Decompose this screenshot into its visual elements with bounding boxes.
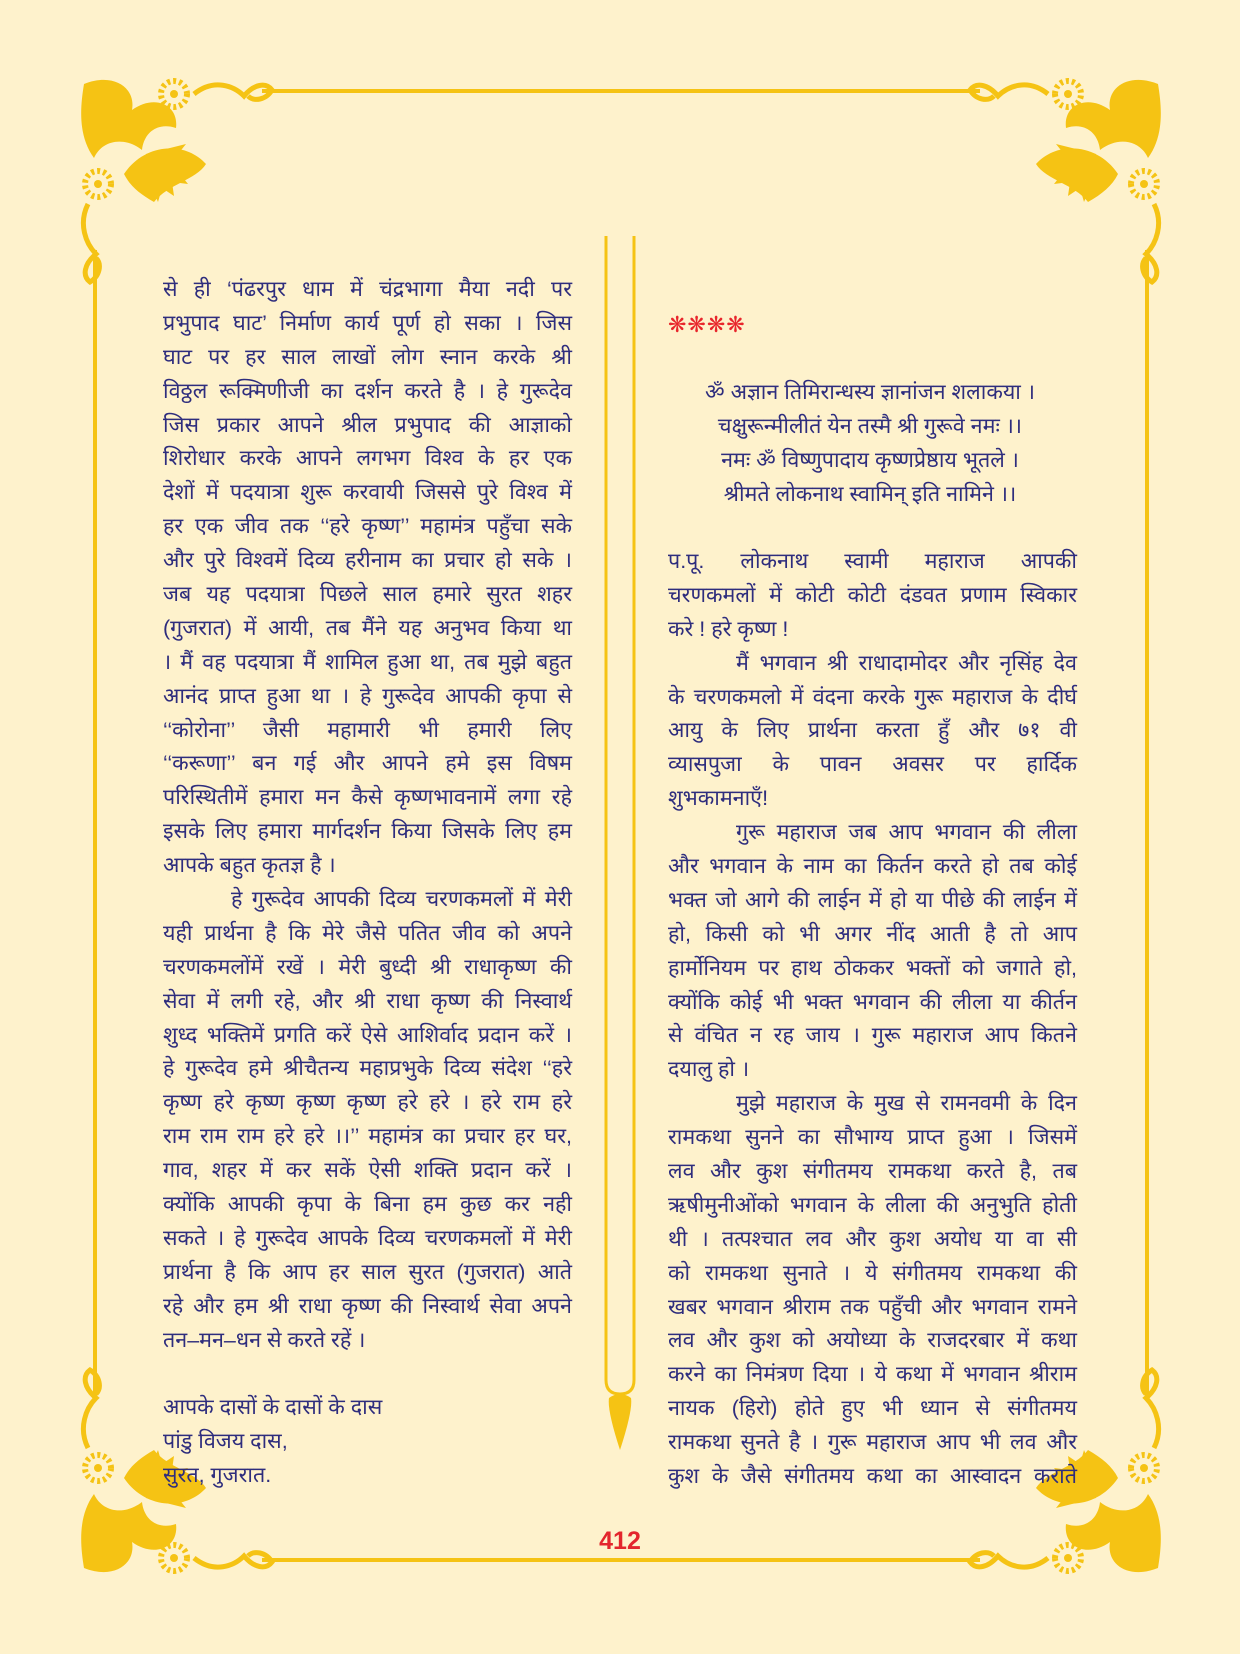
text-line: हे गुरूदेव आपकी दिव्य चरणकमलों में मेरी [231,887,572,912]
text-line: शुध्द भक्तिमें प्रगति करें ऐसे आशिर्वाद प्रदान करें । [163,1022,572,1047]
text-line: क्योंकि आपकी कृपा के बिना हम कुछ कर नही [163,1192,572,1217]
text-line: तन–मन–धन से करते रहें । [163,1327,366,1352]
corner-ornament-top-right [970,80,1161,282]
text-line: रामकथा सुनते है । गुरू महाराज आप भी लव और [668,1430,1077,1455]
text-line: हार्मोनियम पर हाथ ठोककर भक्तों को जगाते हो, [668,955,1077,980]
text-line: हो, किसी को भी अगर नींद आती है तो आप [668,921,1077,946]
text-line: शुभकामनाएँ! [668,786,769,811]
text-line: मुझे महाराज के मुख से रामनवमी के दिन [736,1091,1077,1116]
text-line: ऋषीमुनीओंको भगवान के लीला की अनुभुति होती [668,1192,1077,1217]
text-line: प्रार्थना है कि आप हर साल सुरत (गुजरात) आते [163,1259,572,1284]
corner-ornament-top-left [81,80,272,282]
text-line: । मैं वह पदयात्रा मैं शामिल हुआ था, तब मुझे बहुत [163,649,572,674]
shloka-line: चक्षुरून्मीलीतं येन तस्मै श्री गुरूवे नमः ।। [717,413,1023,438]
page-number: 412 [599,1527,641,1555]
text-line: मैं भगवान श्री राधादामोदर और नृसिंह देव [736,650,1077,675]
text-line: गुरू महाराज जब आप भगवान की लीला [736,820,1077,845]
signature-line: पांडु विजय दास, [163,1429,288,1454]
text-line: कुश के जैसे संगीतमय कथा का आस्वादन कराते [668,1464,1077,1489]
shloka-line: ॐ अज्ञान तिमिरान्धस्य ज्ञानांजन शलाकया । [704,380,1035,404]
text-line: आपके बहुत कृतज्ञ है । [163,853,336,878]
text-line: शिरोधार करके आपने लगभग विश्व के हर एक [163,446,572,471]
left-column-text [163,273,572,1493]
text-line: गाव, शहर में कर सकें ऐसी शक्ति प्रदान करें । [163,1158,572,1183]
text-line: नायक (हिरो) होते हुए भी ध्यान से संगीतमय [668,1396,1077,1421]
shloka-line: नमः ॐ विष्णुपादाय कृष्णप्रेष्ठाय भूतले । [721,447,1019,472]
text-line: हे गुरूदेव हमे श्रीचैतन्य महाप्रभुके दिव्य संदेश ‘‘हरे [163,1056,572,1081]
text-line: को रामकथा सुनाते । ये संगीतमय रामकथा की [668,1260,1077,1285]
text-line: करे ! हरे कृष्ण ! [668,616,789,641]
text-line: सकते । हे गुरूदेव आपके दिव्य चरणकमलों में मेरी [163,1225,572,1250]
right-column-text [668,545,1077,1494]
text-line: ‘‘कोरोना’’ जैसी महामारी भी हमारी लिए [163,717,572,742]
text-line: प.पू. लोकनाथ स्वामी महाराज आपकी [668,549,1077,573]
text-line: खबर भगवान श्रीराम तक पहुँची और भगवान रामने [668,1294,1077,1319]
text-line: करने का निमंत्रण दिया । ये कथा में भगवान श्रीराम [668,1362,1077,1387]
text-line: प्रभुपाद घाट’ निर्माण कार्य पूर्ण हो सका । जिस [163,310,572,335]
text-line: राम राम राम हरे हरे ।।’’ महामंत्र का प्रचार हर घर, [163,1124,572,1149]
text-line: के चरणकमलो में वंदना करके गुरू महाराज के दीर्घ [668,684,1077,709]
text-line: हर एक जीव तक ‘‘हरे कृष्ण’’ महामंत्र पहुँचा सके [163,514,572,539]
text-line: परिस्थितीमें हमारा मन कैसे कृष्णभावनामें लगा रहे [163,785,572,810]
text-line: घाट पर हर साल लाखों लोग स्नान करके श्री [163,344,572,369]
text-line: आयु के लिए प्रार्थना करता हुँ और ७१ वी [668,718,1077,743]
text-line: सेवा में लगी रहे, और श्री राधा कृष्ण की निस्वार्थ [163,988,572,1013]
text-line: विठ्ठल रूक्मिणीजी का दर्शन करते है । हे गुरूदेव [163,378,572,403]
signature-line: आपके दासों के दासों के दास [163,1395,383,1420]
text-line: थी । तत्पश्चात लव और कुश अयोध या वा सी [668,1226,1077,1251]
text-line: और भगवान के नाम का किर्तन करते हो तब कोई [668,854,1077,879]
text-line: (गुजरात) में आयी, तब मैंने यह अनुभव किया था [163,615,572,640]
text-line: जिस प्रकार आपने श्रील प्रभुपाद की आज्ञाको [163,412,572,437]
text-line: देशों में पदयात्रा शुरू करवायी जिससे पुरे विश्व में [163,480,572,505]
text-line: चरणकमलों में कोटी कोटी दंडवत प्रणाम स्विकार [668,582,1077,607]
text-line: से वंचित न रह जाय । गुरू महाराज आप कितने [668,1023,1077,1048]
text-line: जब यह पदयात्रा पिछले साल हमारे सुरत शहर [163,582,572,607]
text-line: ‘‘करूणा’’ बन गई और आपने हमे इस विषम [163,751,572,776]
signature-line: सुरत, गुजरात. [163,1463,272,1488]
text-line: कृष्ण हरे कृष्ण कृष्ण कृष्ण हरे हरे । हरे राम हरे [163,1090,572,1115]
section-separator-stars: ❋❋❋❋ [668,312,746,337]
text-line: लव और कुश को अयोध्या के राजदरबार में कथा [668,1328,1077,1353]
text-line: लव और कुश संगीतमय रामकथा करते है, तब [668,1159,1077,1184]
shloka-verse [640,376,1100,512]
text-line: रामकथा सुनने का सौभाग्य प्राप्त हुआ । जिसमें [668,1125,1077,1150]
text-line: चरणकमलोंमें रखें । मेरी बुध्दी श्री राधाकृष्ण की [163,954,572,979]
text-line: व्यासपुजा के पावन अवसर पर हार्दिक [668,752,1077,777]
tilak-column-divider [606,236,634,1450]
text-line: इसके लिए हमारा मार्गदर्शन किया जिसके लिए हम [163,819,572,844]
text-line: और पुरे विश्वमें दिव्य हरीनाम का प्रचार हो सके । [163,548,572,573]
text-line: यही प्रार्थना है कि मेरे जैसे पतित जीव को अपने [163,920,572,945]
text-line: रहे और हम श्री राधा कृष्ण की निस्वार्थ सेवा अपने [163,1293,572,1318]
text-line: दयालु हो । [668,1057,750,1082]
text-line: आनंद प्राप्त हुआ था । हे गुरूदेव आपकी कृपा से [163,683,572,708]
text-line: भक्त जो आगे की लाईन में हो या पीछे की लाईन में [668,887,1077,912]
text-line: क्योंकि कोई भी भक्त भगवान की लीला या कीर्तन [668,989,1077,1014]
shloka-line: श्रीमते लोकनाथ स्वामिन् इति नामिने ।। [723,481,1017,506]
text-line: से ही ‘पंढरपुर धाम में चंद्रभागा मैया नदी पर [163,277,572,301]
